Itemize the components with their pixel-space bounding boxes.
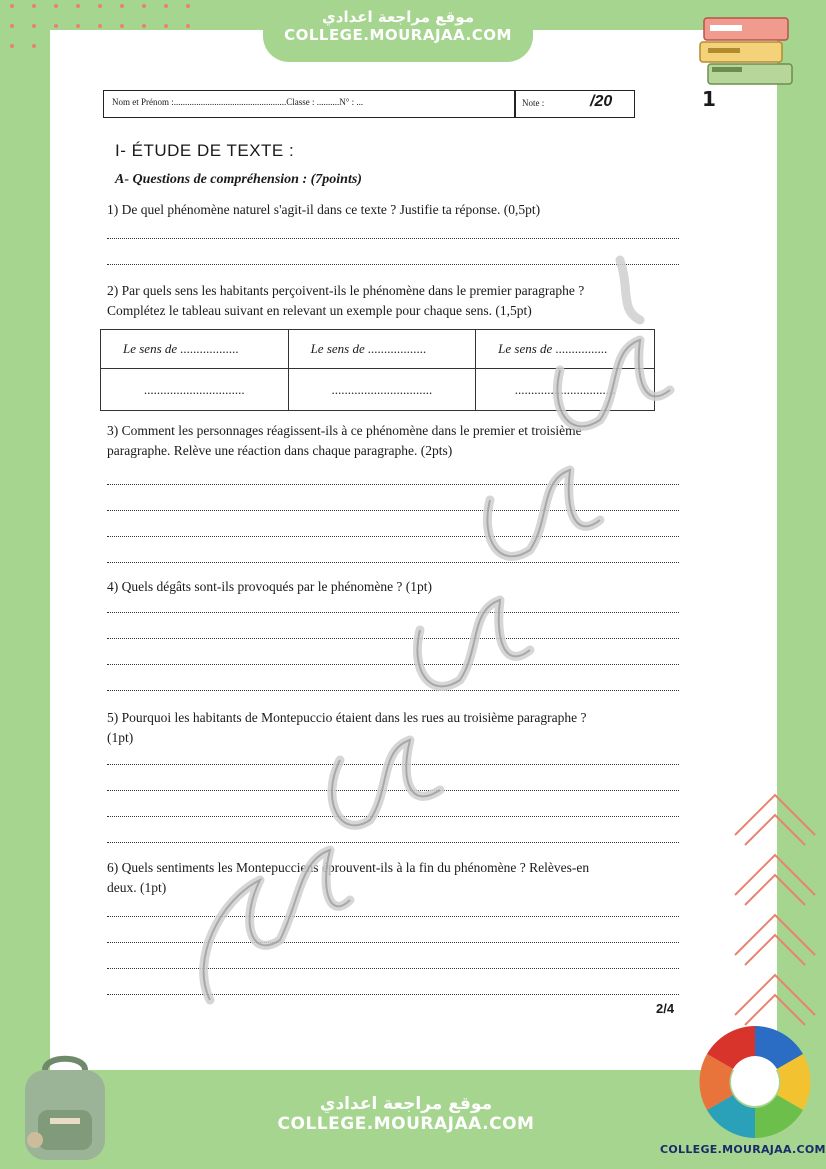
answer-line[interactable] [107,994,679,995]
answer-line[interactable] [107,968,679,969]
answer-line[interactable] [107,264,679,265]
answer-line[interactable] [107,942,679,943]
answer-line[interactable] [107,638,679,639]
page-number: 1 [702,87,716,111]
page-count: 2/4 [656,1001,675,1016]
answer-line[interactable] [107,916,679,917]
answer-line[interactable] [107,510,679,511]
question-1: 1) De quel phénomène naturel s'agit-il dans ce texte ? Justifie ta réponse. (0,5pt) [107,202,541,217]
subsection-title: A- Questions de compréhension : (7points) [115,172,362,187]
answer-line[interactable] [107,536,679,537]
question-6-line-1: 6) Quels sentiments les Montepucciens éprouvent-ils à la fin du phénomène ? Relèves-en [107,860,590,875]
site-banner-top[interactable] [263,0,533,62]
answer-line[interactable] [107,790,679,791]
books-icon [690,12,800,92]
answer-line[interactable] [107,690,679,691]
table-header-cell: Le sens de ................ [476,330,655,369]
banner-arabic-title: موقع مراجعة اعدادي [319,1094,493,1114]
table-answer-cell[interactable]: ............................... [476,369,655,411]
header-separator [514,91,516,117]
question-3-line-1: 3) Comment les personnages réagissent-ils à ce phénomène dans le premier et troisième [107,423,582,438]
logo-caption[interactable]: COLLEGE.MOURAJAA.COM [660,1143,826,1156]
question-2-line-2: Complétez le tableau suivant en relevant un exemple pour chaque sens. (1,5pt) [107,303,532,318]
answer-line[interactable] [107,612,679,613]
table-answer-cell[interactable]: ............................... [101,369,289,411]
answer-line[interactable] [107,562,679,563]
senses-table [100,329,655,411]
answer-line[interactable] [107,842,679,843]
question-5-line-2: (1pt) [107,730,134,745]
left-frame [0,0,50,1169]
question-2-line-1: 2) Par quels sens les habitants perçoivent-ils le phénomène dans le premier paragraphe ? [107,283,585,298]
question-4: 4) Quels dégâts sont-ils provoqués par le phénomène ? (1pt) [107,579,433,594]
question-5-line-1: 5) Pourquoi les habitants de Montepuccio étaient dans les rues au troisième paragraphe ? [107,710,587,725]
table-answer-cell[interactable]: ............................... [288,369,476,411]
chevron-up-icon [730,790,820,1030]
table-header-cell: Le sens de .................. [288,330,476,369]
question-6-line-2: deux. (1pt) [107,880,167,895]
note-label: Note : [522,98,545,108]
score-total: /20 [590,93,613,110]
student-identity-field[interactable]: Nom et Prénom :..................................................Classe : ..........N° : ... [112,97,364,107]
question-3-line-2: paragraphe. Relève une réaction dans chaque paragraphe. (2pts) [107,443,453,458]
site-logo-icon [692,1022,818,1142]
backpack-icon [10,1050,120,1165]
answer-line[interactable] [107,764,679,765]
banner-url[interactable]: COLLEGE.MOURAJAA.COM [284,26,512,44]
table-header-cell: Le sens de .................. [101,330,289,369]
student-header-box [103,90,635,118]
answer-line[interactable] [107,484,679,485]
answer-line[interactable] [107,238,679,239]
site-banner-bottom[interactable] [270,1080,542,1155]
answer-line[interactable] [107,816,679,817]
section-title: I- ÉTUDE DE TEXTE : [115,141,295,160]
answer-line[interactable] [107,664,679,665]
banner-url[interactable]: COLLEGE.MOURAJAA.COM [277,1114,535,1134]
banner-arabic-title: موقع مراجعة اعدادي [322,8,474,26]
